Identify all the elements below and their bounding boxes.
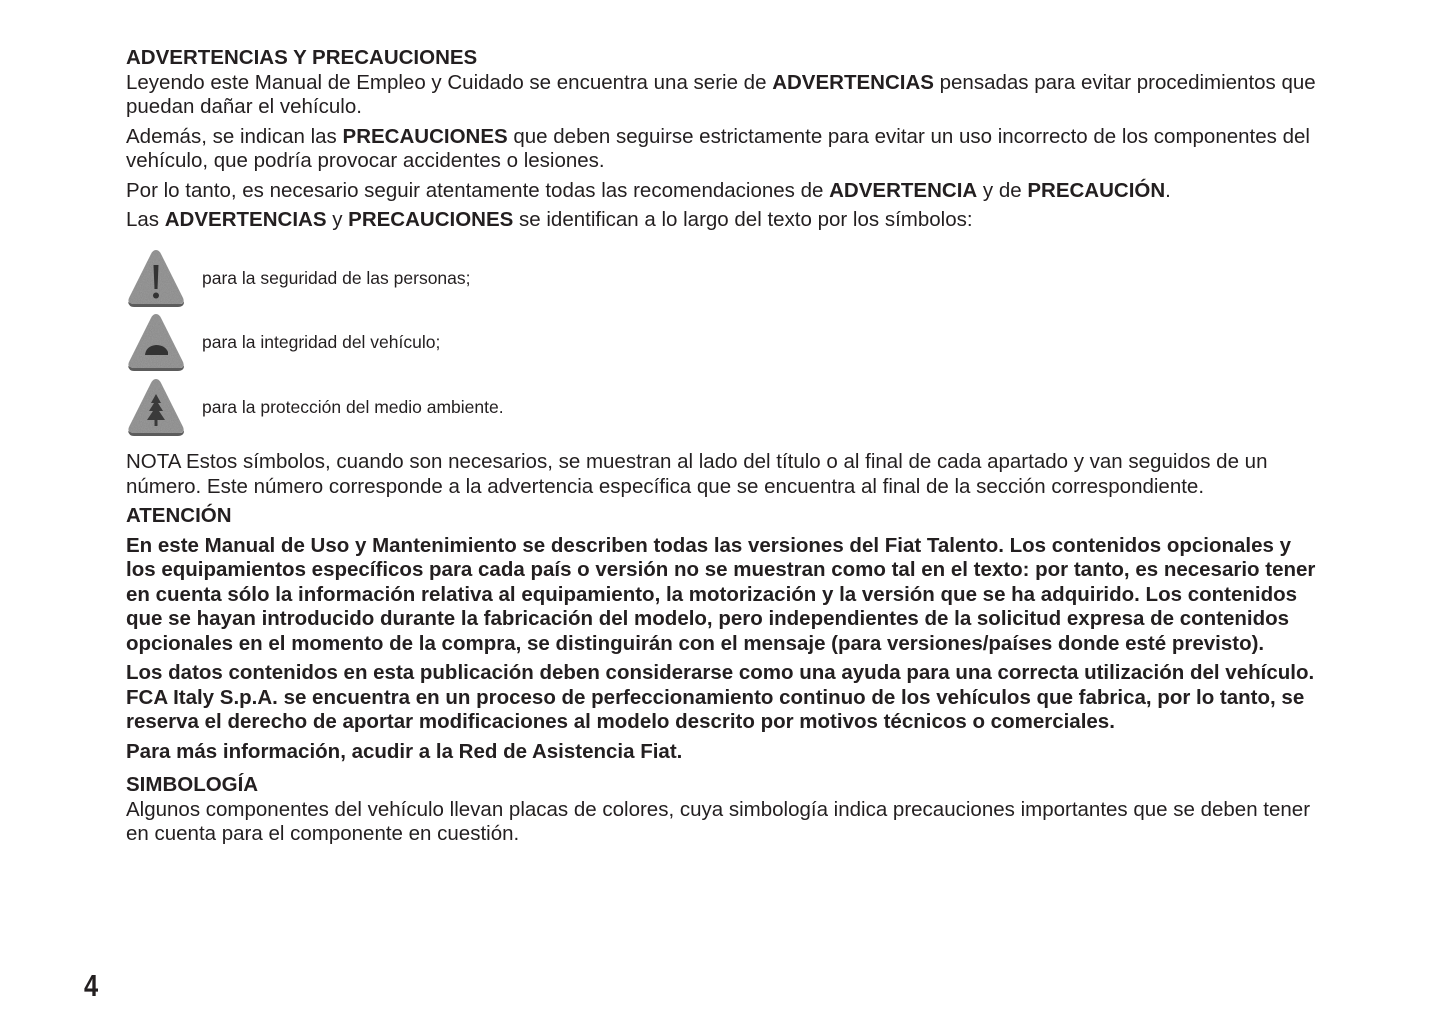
environment-tree-icon: [126, 376, 186, 438]
symbol-list: [126, 246, 1321, 440]
paragraph-recomendaciones: Por lo tanto, es necesario seguir atentamente todas las recomendaciones de ADVERTENCIA y de PRECAUCIÓN.: [126, 178, 1171, 202]
paragraph-advertencias: Leyendo este Manual de Empleo y Cuidado se encuentra una serie de ADVERTENCIAS pensadas para evitar procedimientos que puedan dañar el vehículo.: [126, 70, 1316, 118]
attention-paragraph-informacion: Para más información, acudir a la Red de Asistencia Fiat.: [126, 739, 683, 763]
page-content: [126, 46, 1321, 847]
symbol-label-ambiente: para la protección del medio ambiente.: [202, 396, 504, 417]
symbol-label-personas: para la seguridad de las personas;: [202, 267, 471, 288]
attention-block: [126, 534, 1321, 765]
attention-paragraph-datos: Los datos contenidos en esta publicación deben considerarse como una ayuda para una correcta utilización del vehículo. FCA Italy S.p.A. se encuentra en un proceso de perfeccionamiento continuo de los vehículos que fabrica, por lo tanto, se reserva el derecho de aportar modificaciones al modelo descrito por motivos técnicos o comerciales.: [126, 661, 1315, 733]
page-number: 4: [84, 968, 99, 1003]
paragraph-simbolos-intro: Las ADVERTENCIAS y PRECAUCIONES se identifican a lo largo del texto por los símbolos:: [126, 208, 973, 231]
symbol-row-personas: [126, 246, 1321, 311]
symbol-label-vehiculo: para la integridad del vehículo;: [202, 332, 441, 352]
note-paragraph: NOTA Estos símbolos, cuando son necesarios, se muestran al lado del título o al final de cada apartado y van seguidos de un número. Este número corresponde a la advertencia específica que se encuentra al final de la sección correspondiente.: [126, 450, 1268, 498]
attention-paragraph-versiones: En este Manual de Uso y Mantenimiento se describen todas las versiones del Fiat Talento. Los contenidos opcionales y los equipamientos específicos para cada país o versión no se muestran como tal en el texto: por tanto, es necesario tener en cuenta sólo la información relativa al equipamiento, la motorización y la versión que se ha adquirido. Los contenidos que se hayan introducido durante la fabricación del modelo, pero independientes de la solicitud expresa de contenidos opcionales en el momento de la compra, se distinguirán con el mensaje (para versiones/países donde esté previsto).: [126, 533, 1316, 655]
vehicle-warning-icon: [126, 311, 186, 373]
section-heading-simbologia: SIMBOLOGÍA: [126, 773, 259, 796]
paragraph-precauciones: Además, se indican las PRECAUCIONES que deben seguirse estrictamente para evitar un uso incorrecto de los componentes del vehículo, que podría provocar accidentes o lesiones.: [126, 124, 1310, 172]
symbol-row-ambiente: [126, 375, 1321, 440]
warning-exclamation-icon: [126, 247, 186, 309]
section-heading-atencion: ATENCIÓN: [126, 504, 232, 527]
symbol-row-vehiculo: [126, 310, 1321, 375]
section-heading-advertencias: ADVERTENCIAS Y PRECAUCIONES: [126, 46, 478, 69]
paragraph-simbologia: Algunos componentes del vehículo llevan placas de colores, cuya simbología indica precauciones importantes que se deben tener en cuenta para el componente en cuestión.: [126, 797, 1311, 845]
